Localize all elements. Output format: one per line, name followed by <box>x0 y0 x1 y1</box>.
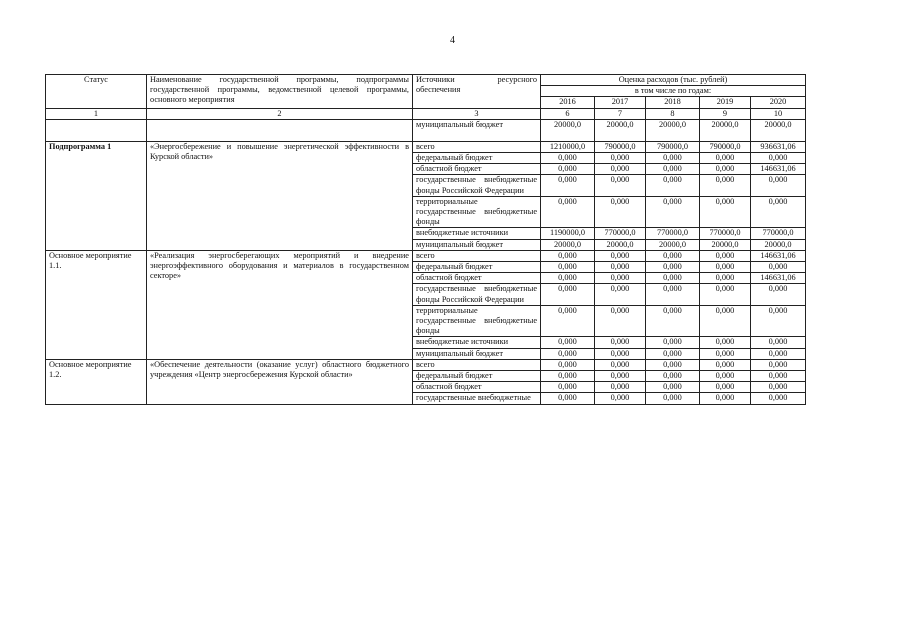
value-cell: 0,000 <box>595 250 646 261</box>
value-cell: 0,000 <box>541 175 595 196</box>
value-cell: 0,000 <box>646 382 700 393</box>
year-cell: 2018 <box>646 97 700 108</box>
data-row <box>46 141 806 152</box>
value-cell: 0,000 <box>700 359 751 370</box>
value-cell: 20000,0 <box>751 119 806 141</box>
value-cell: 0,000 <box>595 175 646 196</box>
value-cell: 20000,0 <box>700 239 751 250</box>
source-cell: государственные внебюджетные фонды Российской Федерации <box>413 284 541 305</box>
source-cell: государственные внебюджетные фонды Российской Федерации <box>413 175 541 196</box>
source-cell: внебюджетные источники <box>413 228 541 239</box>
value-cell: 1210000,0 <box>541 141 595 152</box>
value-cell: 0,000 <box>700 262 751 273</box>
source-cell: федеральный бюджет <box>413 153 541 164</box>
header-estimate: Оценка расходов (тыс. рублей) <box>541 75 806 86</box>
value-cell: 20000,0 <box>541 239 595 250</box>
year-cell: 2019 <box>700 97 751 108</box>
value-cell: 0,000 <box>751 337 806 348</box>
value-cell: 0,000 <box>751 393 806 404</box>
source-cell: муниципальный бюджет <box>413 239 541 250</box>
value-cell: 0,000 <box>700 250 751 261</box>
value-cell: 0,000 <box>595 196 646 228</box>
header-name: Наименование государственной программы, подпрограммы государственной программы, ведомственной целевой программы, основного мероприятия <box>147 75 413 109</box>
header-by-years: в том числе по годам: <box>541 86 806 97</box>
source-cell: областной бюджет <box>413 164 541 175</box>
value-cell: 20000,0 <box>700 119 751 141</box>
value-cell: 0,000 <box>700 175 751 196</box>
data-row <box>46 250 806 261</box>
value-cell: 0,000 <box>541 359 595 370</box>
budget-table <box>45 74 806 405</box>
header-sources: Источники ресурсного обеспечения <box>413 75 541 109</box>
name-cell: «Обеспечение деятельности (оказание услуг) областного бюджетного учреждения «Центр энергосбережения Курской области» <box>147 359 413 404</box>
col-number: 3 <box>413 108 541 119</box>
value-cell: 0,000 <box>646 250 700 261</box>
name-cell: «Реализация энергосберегающих мероприятий и внедрение энергоэффективного оборудования и материалов в государственном секторе» <box>147 250 413 359</box>
value-cell: 0,000 <box>751 175 806 196</box>
value-cell: 0,000 <box>700 348 751 359</box>
status-cell: Основное мероприятие 1.2. <box>46 359 147 404</box>
value-cell: 936631,06 <box>751 141 806 152</box>
value-cell: 770000,0 <box>595 228 646 239</box>
value-cell: 0,000 <box>646 371 700 382</box>
value-cell: 0,000 <box>595 153 646 164</box>
value-cell: 0,000 <box>646 153 700 164</box>
col-number: 6 <box>541 108 595 119</box>
empty-status-cell <box>46 119 147 141</box>
value-cell: 0,000 <box>646 284 700 305</box>
value-cell: 0,000 <box>541 371 595 382</box>
col-number: 9 <box>700 108 751 119</box>
value-cell: 20000,0 <box>646 239 700 250</box>
status-cell: Основное мероприятие 1.1. <box>46 250 147 359</box>
source-cell: всего <box>413 250 541 261</box>
value-cell: 20000,0 <box>646 119 700 141</box>
value-cell: 0,000 <box>541 348 595 359</box>
value-cell: 0,000 <box>541 250 595 261</box>
value-cell: 0,000 <box>646 393 700 404</box>
value-cell: 0,000 <box>700 371 751 382</box>
source-cell: областной бюджет <box>413 273 541 284</box>
name-cell: «Энергосбережение и повышение энергетической эффективности в Курской области» <box>147 141 413 250</box>
value-cell: 0,000 <box>595 337 646 348</box>
value-cell: 0,000 <box>541 393 595 404</box>
value-cell: 0,000 <box>541 284 595 305</box>
value-cell: 20000,0 <box>541 119 595 141</box>
value-cell: 0,000 <box>646 337 700 348</box>
value-cell: 0,000 <box>541 337 595 348</box>
status-cell: Подпрограмма 1 <box>46 141 147 250</box>
value-cell: 0,000 <box>646 359 700 370</box>
col-number: 8 <box>646 108 700 119</box>
value-cell: 0,000 <box>541 305 595 337</box>
col-number: 7 <box>595 108 646 119</box>
column-numbers-row <box>46 108 806 119</box>
value-cell: 0,000 <box>700 284 751 305</box>
empty-name-cell <box>147 119 413 141</box>
value-cell: 0,000 <box>646 348 700 359</box>
value-cell: 0,000 <box>595 284 646 305</box>
data-row <box>46 359 806 370</box>
col-number: 2 <box>147 108 413 119</box>
source-cell: всего <box>413 141 541 152</box>
value-cell: 0,000 <box>541 196 595 228</box>
page-number: 4 <box>450 35 455 46</box>
value-cell: 0,000 <box>751 382 806 393</box>
top-row <box>46 119 806 141</box>
source-cell: областной бюджет <box>413 382 541 393</box>
col-number: 1 <box>46 108 147 119</box>
value-cell: 0,000 <box>595 164 646 175</box>
header-status: Статус <box>46 75 147 109</box>
value-cell: 0,000 <box>541 262 595 273</box>
value-cell: 0,000 <box>541 273 595 284</box>
value-cell: 0,000 <box>595 262 646 273</box>
header-row-1 <box>46 75 806 86</box>
source-cell: федеральный бюджет <box>413 262 541 273</box>
value-cell: 770000,0 <box>751 228 806 239</box>
value-cell: 0,000 <box>646 175 700 196</box>
source-cell: внебюджетные источники <box>413 337 541 348</box>
value-cell: 0,000 <box>700 153 751 164</box>
value-cell: 0,000 <box>751 348 806 359</box>
value-cell: 0,000 <box>700 164 751 175</box>
value-cell: 1190000,0 <box>541 228 595 239</box>
value-cell: 0,000 <box>751 359 806 370</box>
value-cell: 0,000 <box>541 153 595 164</box>
value-cell: 0,000 <box>646 164 700 175</box>
value-cell: 0,000 <box>595 273 646 284</box>
source-cell: муниципальный бюджет <box>413 348 541 359</box>
value-cell: 0,000 <box>646 196 700 228</box>
value-cell: 20000,0 <box>751 239 806 250</box>
value-cell: 20000,0 <box>595 239 646 250</box>
value-cell: 0,000 <box>700 273 751 284</box>
source-cell: территориальные государственные внебюджетные фонды <box>413 196 541 228</box>
value-cell: 0,000 <box>541 164 595 175</box>
value-cell: 790000,0 <box>646 141 700 152</box>
value-cell: 0,000 <box>700 337 751 348</box>
value-cell: 146631,06 <box>751 273 806 284</box>
value-cell: 0,000 <box>751 284 806 305</box>
value-cell: 0,000 <box>751 371 806 382</box>
year-cell: 2016 <box>541 97 595 108</box>
year-cell: 2017 <box>595 97 646 108</box>
source-cell: муниципальный бюджет <box>413 119 541 141</box>
value-cell: 770000,0 <box>646 228 700 239</box>
value-cell: 770000,0 <box>700 228 751 239</box>
year-cell: 2020 <box>751 97 806 108</box>
col-number: 10 <box>751 108 806 119</box>
value-cell: 0,000 <box>751 153 806 164</box>
source-cell: федеральный бюджет <box>413 371 541 382</box>
value-cell: 0,000 <box>751 305 806 337</box>
value-cell: 146631,06 <box>751 164 806 175</box>
value-cell: 0,000 <box>751 262 806 273</box>
value-cell: 790000,0 <box>595 141 646 152</box>
source-cell: всего <box>413 359 541 370</box>
value-cell: 0,000 <box>595 371 646 382</box>
value-cell: 0,000 <box>595 305 646 337</box>
value-cell: 0,000 <box>700 196 751 228</box>
value-cell: 0,000 <box>595 359 646 370</box>
value-cell: 0,000 <box>595 393 646 404</box>
value-cell: 0,000 <box>646 262 700 273</box>
source-cell: государственные внебюджетные <box>413 393 541 404</box>
value-cell: 0,000 <box>595 348 646 359</box>
value-cell: 0,000 <box>541 382 595 393</box>
value-cell: 0,000 <box>751 196 806 228</box>
value-cell: 0,000 <box>595 382 646 393</box>
value-cell: 0,000 <box>646 305 700 337</box>
value-cell: 0,000 <box>646 273 700 284</box>
value-cell: 20000,0 <box>595 119 646 141</box>
value-cell: 146631,06 <box>751 250 806 261</box>
value-cell: 0,000 <box>700 393 751 404</box>
value-cell: 0,000 <box>700 305 751 337</box>
source-cell: территориальные государственные внебюджетные фонды <box>413 305 541 337</box>
value-cell: 0,000 <box>700 382 751 393</box>
value-cell: 790000,0 <box>700 141 751 152</box>
